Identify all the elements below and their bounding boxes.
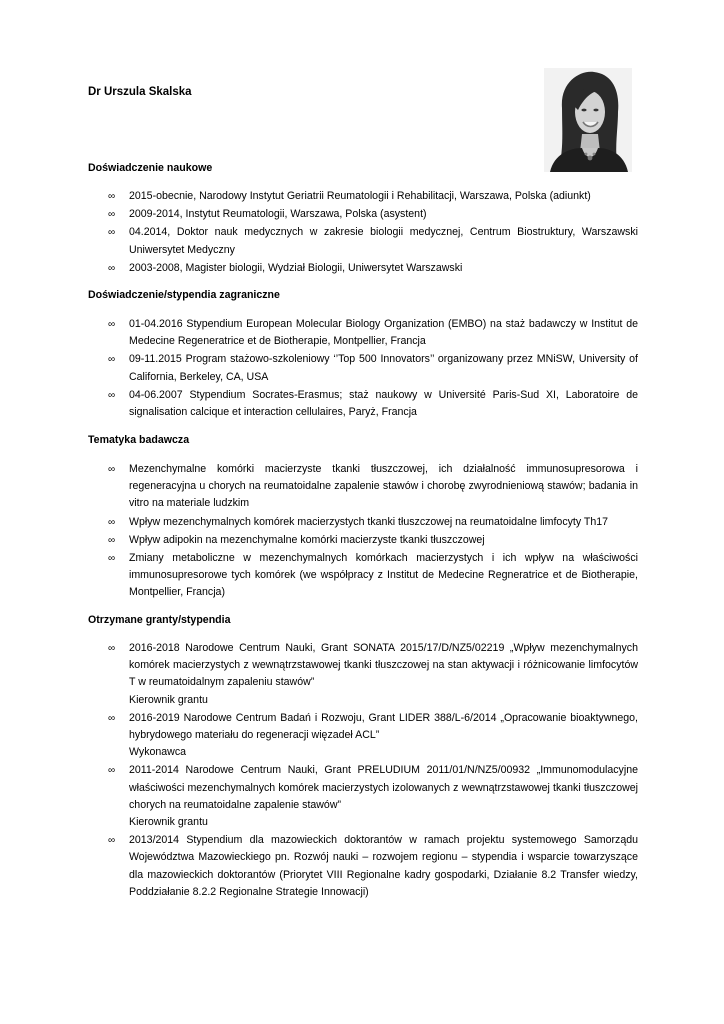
list-item: ∞ 2003-2008, Magister biologii, Wydział Biologii, Uniwersytet Warszawski (88, 260, 638, 277)
infinity-bullet-icon: ∞ (108, 835, 116, 847)
infinity-bullet-icon: ∞ (108, 765, 116, 777)
list-item: ∞ 04-06.2007 Stypendium Socrates-Erasmus; staż naukowy w Université Paris-Sud XI, Laboratoire de signalisation calcique et interaction cellulaires, Paryż, Francja (108, 388, 638, 419)
infinity-bullet-icon: ∞ (108, 191, 116, 202)
list-item: ∞ 2009-2014, Instytut Reumatologii, Warszawa, Polska (asystent) (88, 206, 638, 223)
grants-list (88, 640, 638, 902)
infinity-bullet-icon: ∞ (108, 643, 116, 654)
infinity-bullet-icon: ∞ (108, 209, 116, 221)
infinity-bullet-icon: ∞ (108, 464, 116, 475)
grant-role: Wykonawca (129, 746, 187, 759)
section-title-research: Tematyka badawcza (88, 434, 190, 446)
experience-list (88, 188, 638, 278)
person-name: Dr Urszula Skalska (88, 86, 192, 98)
infinity-bullet-icon: ∞ (108, 262, 116, 274)
list-item: ∞ 04.2014, Doktor nauk medycznych w zakresie biologii medycznej, Centrum Biostruktury, Warszawski Uniwersytet Medyczny (108, 226, 638, 256)
infinity-bullet-icon: ∞ (108, 319, 116, 330)
grant-role: Kierownik grantu (129, 816, 208, 829)
infinity-bullet-icon: ∞ (108, 712, 116, 724)
section-title-experience: Doświadczenie naukowe (88, 162, 213, 174)
list-item: ∞ 09-11.2015 Program stażowo-szkoleniowy ‘’Top 500 Innovators’’ organizowany przez MNiSW, University of California, Berkeley, CA, USA (108, 353, 638, 383)
list-item: ∞ 2016-2018 Narodowe Centrum Nauki, Grant SONATA 2015/17/D/NZ5/02219 „Wpływ mezenchymalnych komórek macierzystych z wewnątrzstawowej tkanki tłuszczowej na stan aktywacji i różnicowanie limfocytów T w reumatoidalnym zapaleniu stawów” Kierownik grantu (88, 640, 638, 709)
portrait-image (544, 68, 632, 172)
section-title-grants: Otrzymane granty/stypendia (88, 614, 231, 626)
portrait-photo (544, 68, 632, 172)
abroad-list (88, 316, 638, 422)
section-title-abroad: Doświadczenie/stypendia zagraniczne (88, 289, 280, 301)
list-item: ∞ 2013/2014 Stypendium dla mazowieckich doktorantów w ramach projektu systemowego Samorządu Województwa Mazowieckiego pn. Rozwój nauki – rozwojem regionu – stypendia i wsparcie towarzyszące dla mazowieckich doktorantów (Priorytet VIII Regionalne kadry gospodarki, Działanie 8.2 Transfer wiedzy, Poddziałanie 8.2.2 Regionalne Strategie Innowacji) (108, 834, 638, 898)
list-item: ∞ 2015-obecnie, Narodowy Instytut Geriatrii Reumatologii i Rehabilitacji, Warszawa, Polska (adiunkt) (88, 188, 638, 205)
list-item: ∞ Wpływ mezenchymalnych komórek macierzystych tkanki tłuszczowej na reumatoidalne limfocyty Th17 (88, 514, 638, 531)
list-item: ∞ Wpływ adipokin na mezenchymalne komórki macierzyste tkanki tłuszczowej (88, 532, 638, 549)
list-item: ∞ Zmiany metaboliczne w mezenchymalnych komórkach macierzystych i ich wpływ na właściwości immunosupresorowe tych komórek (we współpracy z Institut de Medecine Regneratrice et de Biotherapie, Montpellier, Francja) (108, 552, 638, 599)
infinity-bullet-icon: ∞ (108, 516, 116, 528)
list-item: ∞ 2011-2014 Narodowe Centrum Nauki, Grant PRELUDIUM 2011/01/N/NZ5/00932 „Immunomodulacyjne właściwości mezenchymalnych komórek macierzystych izolowanych z wewnątrzstawowej tkanki tłuszczowej chorych na reumatoidalne zapalenie stawów” Kierownik grantu (88, 762, 638, 831)
list-item: ∞ Mezenchymalne komórki macierzyste tkanki tłuszczowej, ich działalność immunosupresorowa i regeneracyjna u chorych na reumatoidalne zapalenie stawów i chorobę zwyrodnieniową stawów; badania in vitro na materiale ludzkim (108, 463, 638, 510)
infinity-bullet-icon: ∞ (108, 389, 116, 401)
grant-role: Kierownik grantu (129, 693, 208, 706)
infinity-bullet-icon: ∞ (108, 227, 116, 239)
infinity-bullet-icon: ∞ (108, 354, 116, 366)
list-item: ∞ 01-04.2016 Stypendium European Molecular Biology Organization (EMBO) na staż badawczy w Institut de Medecine Regeneratrice et de Biotherapie, Montpellier, Francja (108, 318, 638, 348)
infinity-bullet-icon: ∞ (108, 534, 116, 546)
research-list (88, 461, 638, 603)
infinity-bullet-icon: ∞ (108, 553, 116, 565)
list-item: ∞ 2016-2019 Narodowe Centrum Badań i Rozwoju, Grant LIDER 388/L-6/2014 „Opracowanie bioaktywnego, hybrydowego materiału do regeneracji więzadeł ACL” Wykonawca (88, 710, 638, 762)
